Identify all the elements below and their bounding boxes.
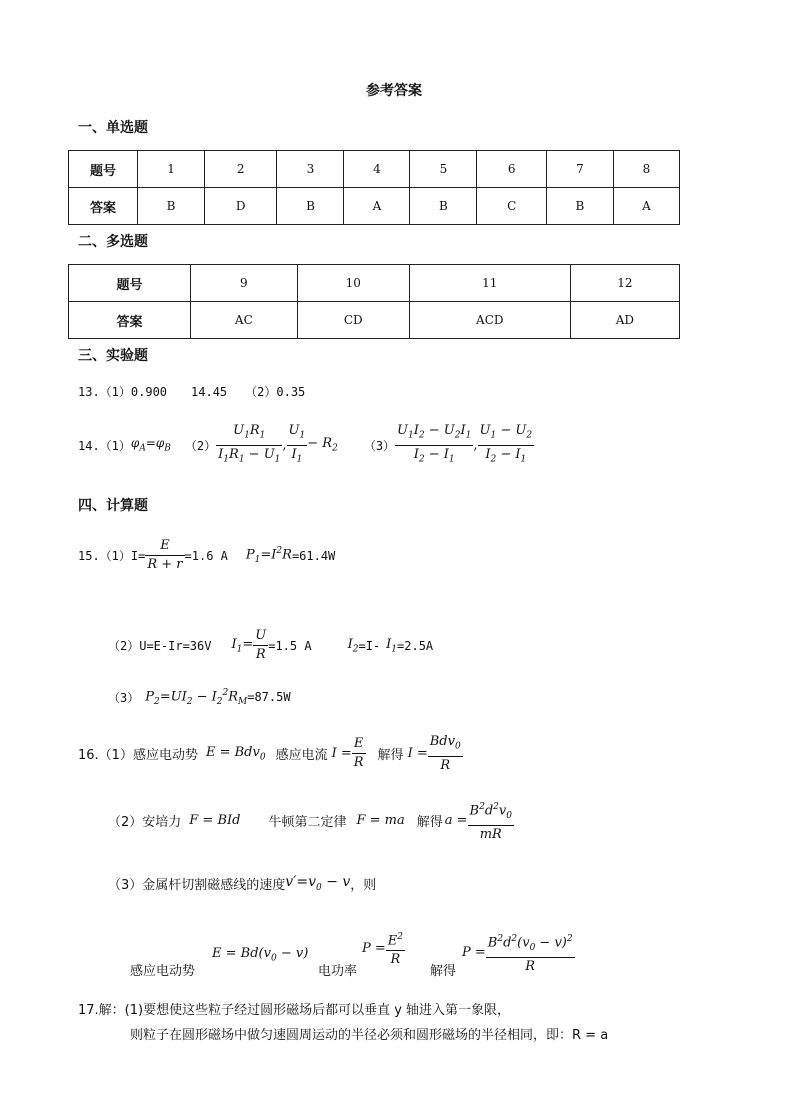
table1-answer: B xyxy=(138,188,205,225)
q16-line4-emf: 感应电动势 xyxy=(130,964,196,979)
section-single-choice: 一、单选题 xyxy=(78,120,148,136)
table1-header-label: 题号 xyxy=(69,151,138,188)
q16-line3: （3）金属杆切割磁感线的速度 $v'=v_0 - v$ ，则 xyxy=(108,874,377,893)
table1-answer: A xyxy=(613,188,679,225)
table1-answer: B xyxy=(546,188,613,225)
q17-line2: 则粒子在圆形磁场中做匀速圆周运动的半径必须和圆形磁场的半径相同，即：R = a xyxy=(130,1028,609,1043)
table2-number: 10 xyxy=(297,265,409,302)
q15-line2: （2）U=E-Ir=36V $I_1=$ $\frac{U}{R}$ =1.5 A $I_2$ =I- $I_1$ =2.5A xyxy=(108,628,434,662)
q15-frac: $\frac{E}{R + r}$ xyxy=(147,538,183,572)
table1-number: 8 xyxy=(613,151,679,188)
q16-line1: 16.（1）感应电动势 E = Bdv$_0$ 感应电流 I = $\frac{E}{R}$ 解得 I = $\frac{Bdv_0}{R}$ xyxy=(78,734,461,773)
table2-number: 12 xyxy=(570,265,679,302)
q15-line2-val1: =1.5 A xyxy=(268,638,312,653)
q15-line1-p: =61.4W xyxy=(291,548,336,563)
q16-line1-prefix: 16.（1）感应电动势 xyxy=(78,748,198,764)
table1-number: 3 xyxy=(277,151,344,188)
table1-number: 4 xyxy=(344,151,410,188)
table1-number: 7 xyxy=(546,151,613,188)
table2-answer-label: 答案 xyxy=(69,302,191,339)
q14-frac1: $\frac{U_1R_1}{I_1R_1 - U_1}$ xyxy=(218,423,281,465)
q15-line1: 15.（1）I= $\frac{E}{R + r}$ =1.6 A $P_1=I^2R$ =61.4W xyxy=(78,538,336,572)
q16-line3-end: ，则 xyxy=(350,878,377,893)
table1-number: 5 xyxy=(410,151,477,188)
table1-answer: C xyxy=(477,188,546,225)
table2-answer: AD xyxy=(570,302,679,339)
single-choice-table xyxy=(68,150,680,225)
q15-line2-val2: =I- xyxy=(358,638,381,653)
table2-number: 9 xyxy=(191,265,298,302)
q14-eq1: $\varphi_A=\varphi_B$ xyxy=(130,436,171,454)
q15-line1-val: =1.6 A xyxy=(184,548,228,563)
table1-answer: B xyxy=(410,188,477,225)
table2-header-label: 题号 xyxy=(69,265,191,302)
q16-line2-mid: 牛顿第二定律 xyxy=(268,815,347,831)
q15-line3-prefix: （3） xyxy=(108,690,140,705)
q14-answer: 14.（1） $\varphi_A=\varphi_B$ （2） $\frac{U_1R_1}{I_1R_1 - U_1}$ , $\frac{U_1}{I_1}$ − $R_2$ （3） $\frac{U_1I_2 - U_2I_1}{I_2 - I_1}$ , $\frac{U_1 - U_2}{I_2 - I_1}$ xyxy=(78,422,534,468)
q14-frac2: $\frac{U_1}{I_1}$ xyxy=(288,423,306,465)
q13-answer: 13.（1）0.900 14.45 （2）0.35 xyxy=(78,385,306,399)
multi-choice-table xyxy=(68,264,680,339)
table2-number: 11 xyxy=(409,265,570,302)
table1-answer: D xyxy=(205,188,277,225)
q14-part2: （2） xyxy=(184,438,217,453)
table1-number: 6 xyxy=(477,151,546,188)
q16-line3-text: （3）金属杆切割磁感线的速度 xyxy=(108,878,286,893)
table1-answer: B xyxy=(277,188,344,225)
table2-answer: ACD xyxy=(409,302,570,339)
table1-answer: A xyxy=(344,188,410,225)
q15-line2-prefix: （2）U=E-Ir=36V xyxy=(108,639,212,653)
q15-line1-prefix: 15.（1）I= xyxy=(78,549,146,563)
q14-part3: （3） xyxy=(363,438,396,453)
q16-line4-power: 电功率 xyxy=(318,964,358,979)
q16-line1-mid: 感应电流 xyxy=(275,748,328,764)
q16-line4-solve: 解得 xyxy=(430,964,457,979)
q15-line3-val: =87.5W xyxy=(247,690,291,705)
table2-answer: CD xyxy=(297,302,409,339)
page-title: 参考答案 xyxy=(366,83,422,99)
q14-frac4: $\frac{U_1 - U_2}{I_2 - I_1}$ xyxy=(479,423,533,465)
section-experiment: 三、实验题 xyxy=(78,348,148,364)
table1-answer-label: 答案 xyxy=(69,188,138,225)
q16-line4: 感应电动势 $E = Bd(v_0 - v)$ 电功率 P = $\frac{E^2}{R}$ 解得 P = $\frac{B^2d^2(v_0 - v)^2}{R}$ xyxy=(130,928,600,978)
table1-number: 2 xyxy=(205,151,277,188)
q17-line1: 17.解：(1)要想使这些粒子经过圆形磁场后都可以垂直 y 轴进入第一象限， xyxy=(78,1003,511,1018)
q15-line2-val3: =2.5A xyxy=(397,638,434,653)
table1-number: 1 xyxy=(138,151,205,188)
section-calculation: 四、计算题 xyxy=(78,498,148,514)
q16-line1-solve: 解得 xyxy=(377,748,404,764)
q14-prefix: 14.（1） xyxy=(78,438,131,453)
q15-line3: （3） $P_2=UI_2 - I_2^2R_M$ =87.5W xyxy=(108,688,291,707)
q16-line2-prefix: （2）安培力 xyxy=(108,815,182,831)
table2-answer: AC xyxy=(191,302,298,339)
section-multi-choice: 二、多选题 xyxy=(78,234,148,250)
q16-line2: （2）安培力 F = BId 牛顿第二定律 F = ma 解得 a = $\frac{B^2d^2v_0}{mR}$ xyxy=(108,798,514,844)
q14-frac3: $\frac{U_1I_2 - U_2I_1}{I_2 - I_1}$ xyxy=(397,423,472,465)
q16-line2-solve: 解得 xyxy=(416,815,443,831)
